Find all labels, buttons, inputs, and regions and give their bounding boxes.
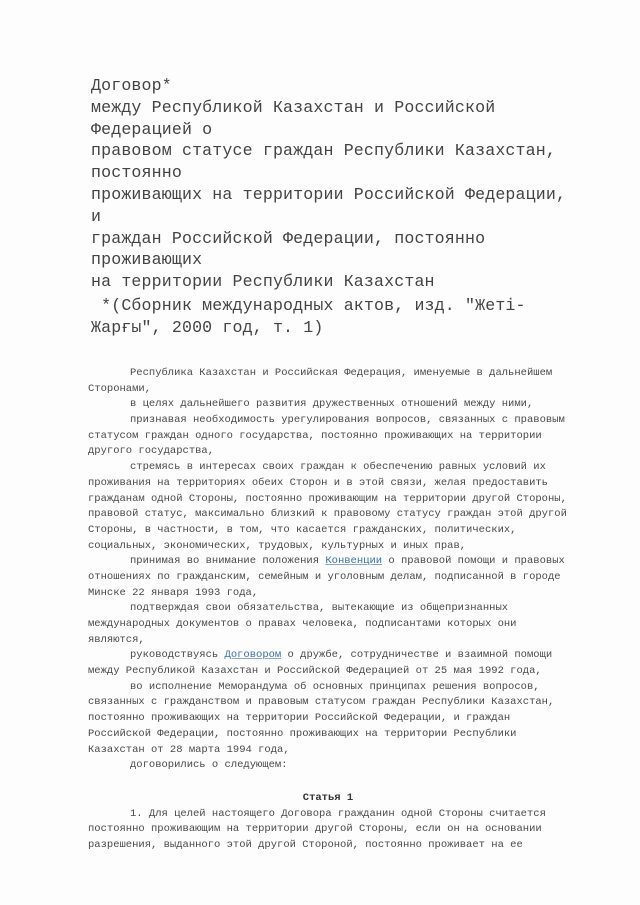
preamble-line: Российской Федерации, постоянно проживающих на территории Республики	[88, 727, 517, 740]
preamble-line: между Республикой Казахстан и Российской Федерацией от 25 мая 1992 года,	[88, 665, 542, 678]
preamble-line: Стороны, в частности, в том, что касается гражданских, политических,	[88, 523, 517, 536]
article-line: разрешения, выданного этой другой Стороной, постоянно проживает на ее	[88, 838, 523, 851]
text-fragment: принимая во внимание положения	[130, 555, 326, 568]
document-body	[88, 366, 567, 854]
title-line: и	[91, 206, 102, 226]
preamble-line: в целях дальнейшего развития дружественных отношений между ними,	[130, 398, 534, 411]
title-line: между Республикой Казахстан и Российской	[91, 97, 496, 117]
text-fragment: о дружбе, сотрудничестве и взаимной помощи	[281, 649, 553, 662]
preamble-line: стремясь в интересах своих граждан к обеспечению равных условий их	[130, 461, 546, 474]
preamble-line: отношениях по гражданским, семейным и уголовным делам, подписанной в городе	[88, 570, 561, 583]
preamble-line: договорились о следующем:	[130, 759, 288, 772]
preamble-line: Казахстан от 28 марта 1994 года,	[88, 743, 290, 756]
title-line: на территории Республики Казахстан	[91, 272, 435, 292]
title-line: проживающих на территории Российской Федерации,	[91, 184, 567, 204]
preamble-line: статусом граждан одного государства, постоянно проживающих на территории	[88, 429, 542, 442]
friendship-treaty-link[interactable]: Договором	[224, 649, 282, 662]
preamble-line: правовой статус, максимально близкий к правовому статусу граждан этой другой	[88, 508, 567, 521]
preamble-line: признавая необходимость урегулирования вопросов, связанных с правовым	[130, 414, 565, 427]
title-line: правовом статусе граждан Республики Казахстан,	[91, 141, 556, 161]
preamble-line	[88, 648, 558, 664]
preamble-line: международных документов о правах человека, подписантами которых они	[88, 618, 517, 630]
preamble-line	[88, 554, 565, 570]
preamble-line: гражданам одной Стороны, постоянно проживающим на территории другой Стороны,	[88, 492, 567, 505]
preamble-line: во исполнение Меморандума об основных принципах решения вопросов,	[130, 680, 540, 693]
title-line: Федерацией о	[91, 119, 213, 139]
preamble-line: Республика Казахстан и Российская Федерация, именуемые в дальнейшем	[130, 367, 553, 379]
title-line: Договор*	[91, 76, 172, 95]
preamble-line: связанных с гражданством и правовым статусом граждан Республики Казахстан,	[88, 696, 555, 709]
article-line: постоянно проживающим на территории другой Стороны, если он на основании	[88, 823, 542, 836]
source-note-line: *(Сборник международных актов, изд. "Жеті-	[91, 296, 526, 315]
preamble-line: являются,	[88, 633, 145, 646]
text-fragment: о правовой помощи и правовых	[382, 555, 565, 568]
preamble-line: проживания на территориях обеих Сторон и в этой связи, желая предоставить	[88, 476, 548, 489]
title-line: проживающих	[91, 250, 203, 270]
preamble-line: Сторонами,	[88, 382, 152, 395]
article-line: 1. Для целей настоящего Договора гражданин одной Стороны считается	[130, 807, 546, 820]
preamble-line: постоянно проживающих на территории Российской Федерации, и граждан	[88, 712, 511, 725]
preamble-line: Минске 22 января 1993 года,	[88, 586, 259, 599]
preamble-line: другого государства,	[88, 445, 215, 458]
title-line: граждан Российской Федерации, постоянно	[91, 228, 486, 248]
source-note-line: Жарғы", 2000 год, т. 1)	[91, 317, 324, 337]
preamble-line: социальных, экономических, трудовых, культурных и иных прав,	[88, 539, 467, 552]
document-title	[91, 75, 571, 293]
preamble-line: подтверждая свои обязательства, вытекающие из общепризнанных	[130, 602, 509, 615]
text-fragment: руководствуясь	[130, 649, 225, 662]
article-heading: Статья 1	[302, 791, 354, 804]
title-line: постоянно	[91, 163, 182, 183]
convention-link[interactable]: Конвенции	[325, 555, 383, 568]
source-footnote	[91, 295, 571, 339]
